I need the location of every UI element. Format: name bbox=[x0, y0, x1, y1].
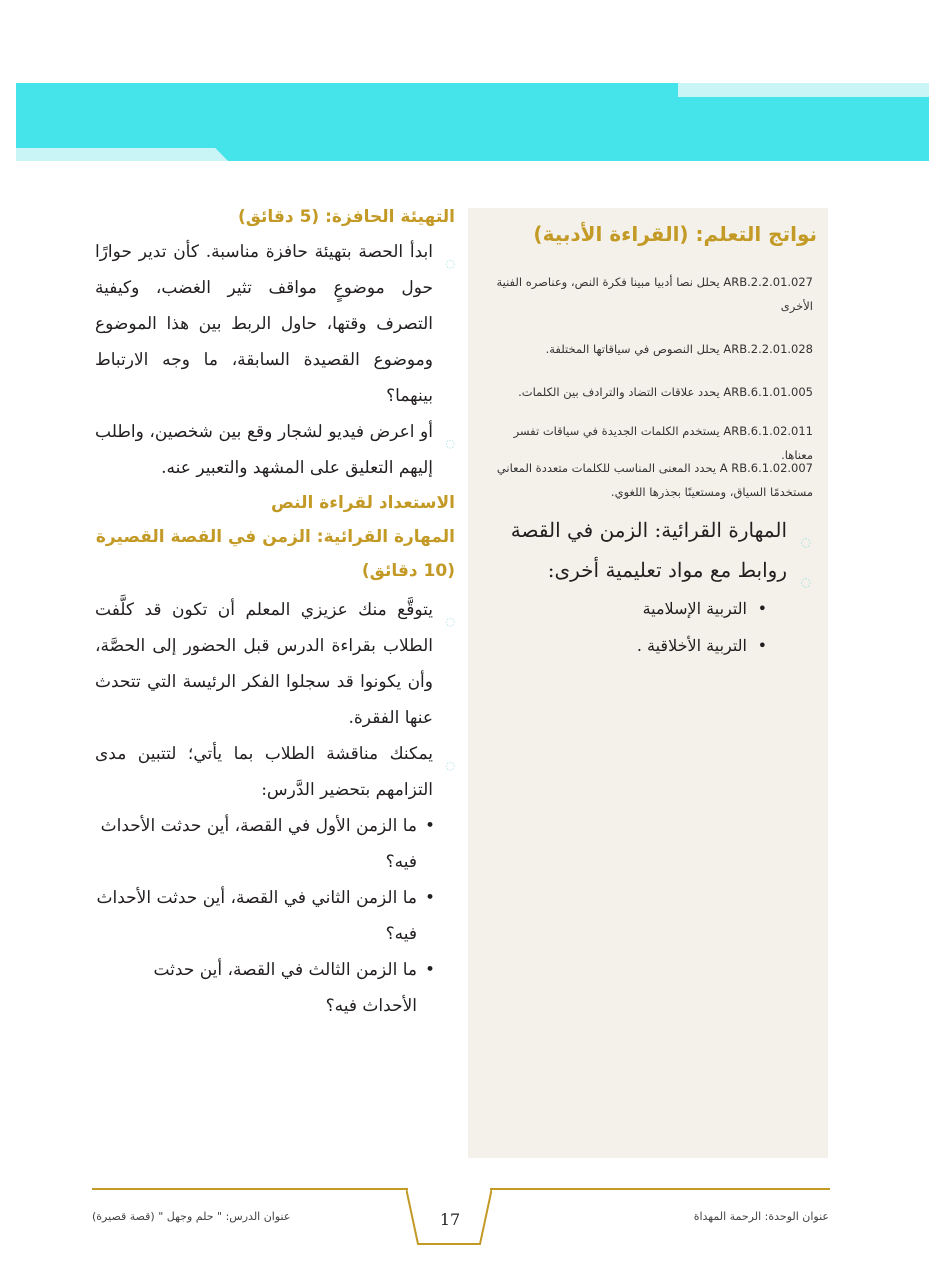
side-list bbox=[481, 510, 811, 664]
outcome-item: ARB.6.1.02.011 يستخدم الكلمات الجديدة في سياقات تفسر معناها. bbox=[513, 424, 813, 462]
outcome-item: ARB.6.1.01.005 يحدد علاقات التضاد والترادف بين الكلمات. bbox=[518, 385, 813, 399]
warmup-paragraph: ◌ ابدأ الحصة بتهيئة حافزة مناسبة. كأن تدير حوارًا حول موضوعٍ مواقف تثير الغضب، وكيفية التصرف وقتها، حاول الربط بين هذا الموضوع وموضوع القصيدة السابقة، ما وجه الارتباط بينهما؟ bbox=[95, 242, 455, 406]
outcome-item: A RB.6.1.02.007 يحدد المعنى المناسب للكلمات متعددة المعاني مستخدمًا السياق، ومستعينًا بجذرها اللغوي. bbox=[496, 461, 813, 499]
question-item: • ما الزمن الأول في القصة، أين حدثت الأحداث فيه؟ bbox=[95, 808, 455, 880]
dot-icon: • bbox=[424, 960, 435, 980]
links-list bbox=[481, 590, 787, 664]
dot-icon: • bbox=[757, 599, 767, 618]
skill-paragraph: ◌ يمكنك مناقشة الطلاب بما يأتي؛ لتتبين مدى التزامهم بتحضير الدَّرس: bbox=[95, 744, 455, 800]
outcome-item: ARB.2.2.01.028 يحلل النصوص في سياقاتها المختلفة. bbox=[545, 342, 813, 356]
banner-accent-bottom bbox=[16, 148, 228, 161]
unit-title: عنوان الوحدة: الرحمة المهداة bbox=[693, 1210, 829, 1223]
bullet-icon: ◌ bbox=[800, 535, 811, 549]
learning-outcomes-title: نواتج التعلم: (القراءة الأدبية) bbox=[533, 222, 817, 246]
link-subject: • التربية الإسلامية bbox=[481, 590, 787, 627]
banner-accent-top bbox=[678, 83, 929, 97]
dot-icon: • bbox=[424, 816, 435, 836]
page-number: 17 bbox=[439, 1210, 461, 1229]
link-subject: • التربية الأخلاقية . bbox=[481, 627, 787, 664]
skill-paragraph: ◌ يتوقَّع منك عزيزي المعلم أن تكون قد كلَّفت الطلاب بقراءة الدرس قبل الحضور إلى الحصَّة، وأن يكونوا قد سجلوا الفكر الرئيسة التي تتحدث عنها الفقرة. bbox=[95, 600, 455, 728]
bullet-icon: ◌ bbox=[445, 759, 455, 772]
bullet-icon: ◌ bbox=[445, 437, 455, 450]
lesson-title: عنوان الدرس: " حلم وجهل " (قصة قصيرة) bbox=[92, 1210, 291, 1223]
dot-icon: • bbox=[757, 636, 767, 655]
warmup-heading: التهيئة الحافزة: (5 دقائق) bbox=[237, 207, 455, 227]
warmup-paragraph: ◌ أو اعرض فيديو لشجار وقع بين شخصين، واطلب إليهم التعليق على المشهد والتعبير عنه. bbox=[95, 422, 455, 478]
main-column bbox=[95, 200, 455, 1024]
links-item: ◌ روابط مع مواد تعليمية أخرى: • التربية الإسلامية • التربية الأخلاقية . bbox=[481, 550, 811, 664]
outcome-item: ARB.2.2.01.027 يحلل نصا أدبيا مبينا فكرة النص، وعناصره الفنية الأخرى bbox=[496, 275, 813, 313]
bullet-icon: ◌ bbox=[445, 615, 455, 628]
skill-heading: المهارة القرائية: الزمن في القصة القصيرة (10 دقائق) bbox=[95, 527, 455, 581]
footer-rule-left bbox=[92, 1188, 408, 1190]
question-item: • ما الزمن الثاني في القصة، أين حدثت الأحداث فيه؟ bbox=[95, 880, 455, 952]
question-item: • ما الزمن الثالث في القصة، أين حدثت الأحداث فيه؟ bbox=[95, 952, 455, 1024]
dot-icon: • bbox=[424, 888, 435, 908]
footer-rule-right bbox=[490, 1188, 830, 1190]
bullet-icon: ◌ bbox=[445, 257, 455, 270]
bullet-icon: ◌ bbox=[800, 575, 811, 589]
prep-heading: الاستعداد لقراءة النص bbox=[270, 493, 455, 513]
reading-skill-item: ◌ المهارة القرائية: الزمن في القصة bbox=[481, 510, 811, 550]
